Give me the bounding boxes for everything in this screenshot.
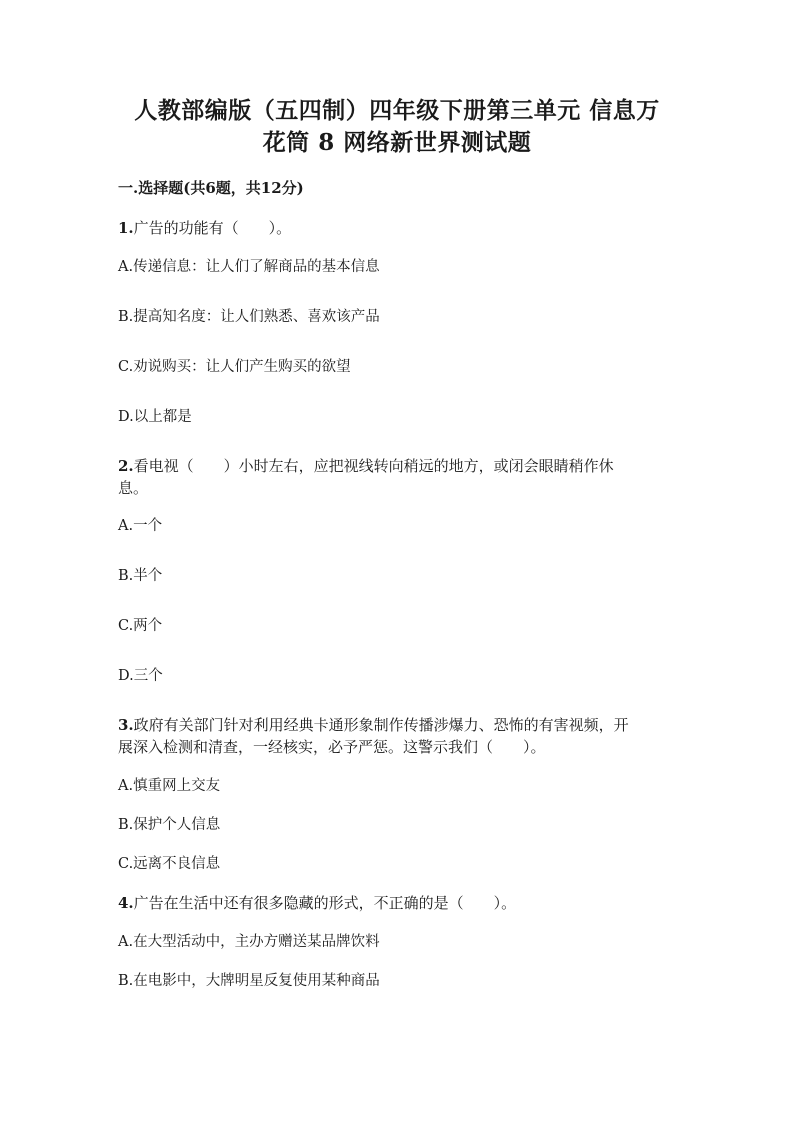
question-1-number: 1. bbox=[118, 219, 134, 237]
question-2 bbox=[118, 455, 614, 477]
question-2-text-line-1: 看电视（ ）小时左右，应把视线转向稍远的地方，或闭会眼睛稍作休 bbox=[133, 457, 614, 475]
question-1-option-b: B.提高知名度：让人们熟悉、喜欢该产品 bbox=[118, 309, 380, 325]
question-3-number: 3. bbox=[118, 716, 134, 734]
question-1-option-c: C.劝说购买：让人们产生购买的欲望 bbox=[118, 359, 351, 375]
question-2-option-a: A.一个 bbox=[118, 518, 163, 534]
question-2-number: 2. bbox=[118, 457, 134, 475]
page-title-line-1: 人教部编版（五四制）四年级下册第三单元 信息万 bbox=[134, 97, 660, 124]
question-3-option-c: C.远离不良信息 bbox=[118, 856, 221, 872]
question-4-option-b: B.在电影中，大牌明星反复使用某种商品 bbox=[118, 973, 380, 989]
question-4 bbox=[118, 892, 516, 914]
question-1-option-d: D.以上都是 bbox=[118, 409, 192, 425]
question-3-text-line-2: 展深入检测和清查，一经核实，必予严惩。这警示我们（ ）。 bbox=[118, 738, 546, 756]
page-title-line-2: 花筒 8 网络新世界测试题 bbox=[262, 129, 532, 156]
question-3-text-line-1: 政府有关部门针对利用经典卡通形象制作传播涉爆力、恐怖的有害视频，开 bbox=[133, 716, 629, 734]
question-3-option-b: B.保护个人信息 bbox=[118, 817, 221, 833]
question-1 bbox=[118, 217, 678, 239]
question-2-text-line-2: 息。 bbox=[118, 479, 149, 497]
question-4-text: 广告在生活中还有很多隐藏的形式，不正确的是（ ）。 bbox=[133, 894, 517, 912]
question-2-option-b: B.半个 bbox=[118, 568, 163, 584]
question-4-number: 4. bbox=[118, 894, 134, 912]
page-title bbox=[110, 95, 684, 159]
question-2-option-d: D.三个 bbox=[118, 668, 163, 684]
section-heading: 一.选择题(共6题，共12分) bbox=[118, 179, 304, 197]
question-3 bbox=[118, 714, 629, 736]
question-1-option-a: A.传递信息：让人们了解商品的基本信息 bbox=[118, 259, 380, 275]
question-2-option-c: C.两个 bbox=[118, 618, 163, 634]
question-3-option-a: A.慎重网上交友 bbox=[118, 778, 221, 794]
question-4-option-a: A.在大型活动中，主办方赠送某品牌饮料 bbox=[118, 934, 380, 950]
question-1-text: 广告的功能有（ ）。 bbox=[133, 219, 292, 237]
